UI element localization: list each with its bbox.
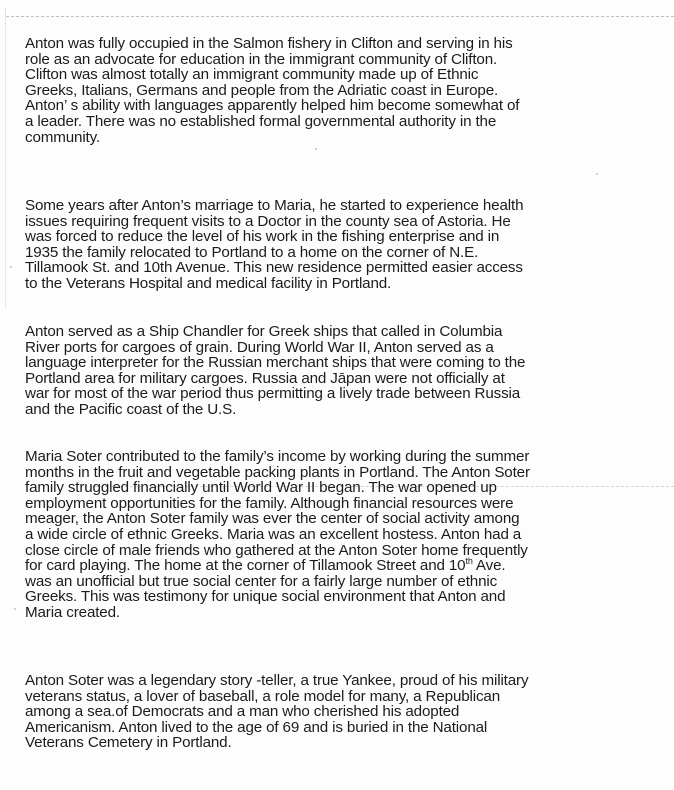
text-line: a leader. There was no established formal governmental authority in the bbox=[25, 112, 497, 130]
text-line: Greeks, Italians, Germans and people from the Adriatic coast in Europe. bbox=[25, 81, 499, 99]
text-line: to the Veterans Hospital and medical facility in Portland. bbox=[25, 274, 392, 292]
text-line: months in the fruit and vegetable packing plants in Portland. The Anton Soter bbox=[25, 463, 530, 481]
text-line: was forced to reduce the level of his work in the fishing enterprise and in bbox=[25, 228, 500, 246]
text-line: Clifton was almost totally an immigrant community made up of Ethnic bbox=[25, 66, 479, 84]
text-line: 1935 the family relocated to Portland to a home on the corner of N.E. bbox=[25, 243, 479, 261]
text-line: Maria created. bbox=[25, 603, 120, 621]
text-line-with-superscript bbox=[25, 558, 655, 574]
text-line: family struggled financially until World War II began. The war opened up bbox=[25, 479, 497, 497]
text-line: war for most of the war period thus permitting a lively trade between Russia bbox=[25, 385, 521, 403]
text-line: Greeks. This was testimony for unique social environment that Anton and bbox=[25, 588, 506, 606]
text-line: language interpreter for the Russian merchant ships that were coming to the bbox=[25, 354, 526, 372]
text-line: community. bbox=[25, 128, 101, 146]
text-line: a wide circle of ethnic Greeks. Maria was an excellent hostess. Anton had a bbox=[25, 525, 522, 543]
text-line: Americanism. Anton lived to the age of 69 and is buried in the National bbox=[25, 718, 488, 736]
scan-speck bbox=[14, 608, 16, 610]
text-line: Anton served as a Ship Chandler for Greek ships that called in Columbia bbox=[25, 323, 503, 340]
scan-speck bbox=[10, 266, 12, 268]
text-line: Anton was fully occupied in the Salmon fishery in Clifton and serving in his bbox=[25, 35, 513, 52]
text-line: Portland area for military cargoes. Russia and Jāpan were not officially at bbox=[25, 369, 505, 387]
text-line: River ports for cargoes of grain. During World War II, Anton served as a bbox=[25, 338, 494, 356]
paragraph-ship-chandler bbox=[25, 324, 655, 418]
paragraph-maria-income bbox=[25, 449, 655, 621]
scan-artifact-line-left bbox=[5, 8, 6, 308]
text-line: and the Pacific coast of the U.S. bbox=[25, 400, 237, 418]
paragraph-legacy bbox=[25, 673, 655, 751]
text-line: close circle of male friends who gathered at the Anton Soter home frequently bbox=[25, 541, 528, 559]
text-line: among a sea.of Democrats and a man who cherished his adopted bbox=[25, 703, 460, 721]
text-fragment: for card playing. The home at the corner of Tillamook Street and 10 bbox=[25, 557, 466, 575]
text-line: Tillamook St. and 10th Avenue. This new residence permitted easier access bbox=[25, 259, 523, 277]
text-line: Anton Soter was a legendary story -teller, a true Yankee, proud of his military bbox=[25, 672, 529, 689]
text-line: Anton’ s ability with languages apparently helped him become somewhat of bbox=[25, 97, 520, 115]
text-line: employment opportunities for the family. Although financial resources were bbox=[25, 494, 514, 512]
scan-artifact-line-top bbox=[6, 16, 674, 17]
text-line: Some years after Anton’s marriage to Maria, he started to experience health bbox=[25, 197, 524, 214]
superscript-ordinal: th bbox=[465, 556, 473, 567]
scan-speck bbox=[596, 173, 598, 175]
text-line: Maria Soter contributed to the family’s income by working during the summer bbox=[25, 448, 530, 465]
text-line: issues requiring frequent visits to a Doctor in the county sea of Astoria. He bbox=[25, 212, 511, 230]
text-line: role as an advocate for education in the immigrant community of Clifton. bbox=[25, 50, 498, 68]
paragraph-clifton-fishery bbox=[25, 36, 655, 145]
text-line: Veterans Cemetery in Portland. bbox=[25, 734, 232, 752]
text-line: veterans status, a lover of baseball, a role model for many, a Republican bbox=[25, 687, 501, 705]
paragraph-health-relocation bbox=[25, 198, 655, 292]
text-line: was an unofficial but true social center for a fairly large number of ethnic bbox=[25, 572, 498, 590]
text-line: meager, the Anton Soter family was ever the center of social activity among bbox=[25, 510, 520, 528]
text-fragment: Ave. bbox=[472, 557, 506, 575]
scan-speck bbox=[315, 148, 317, 150]
